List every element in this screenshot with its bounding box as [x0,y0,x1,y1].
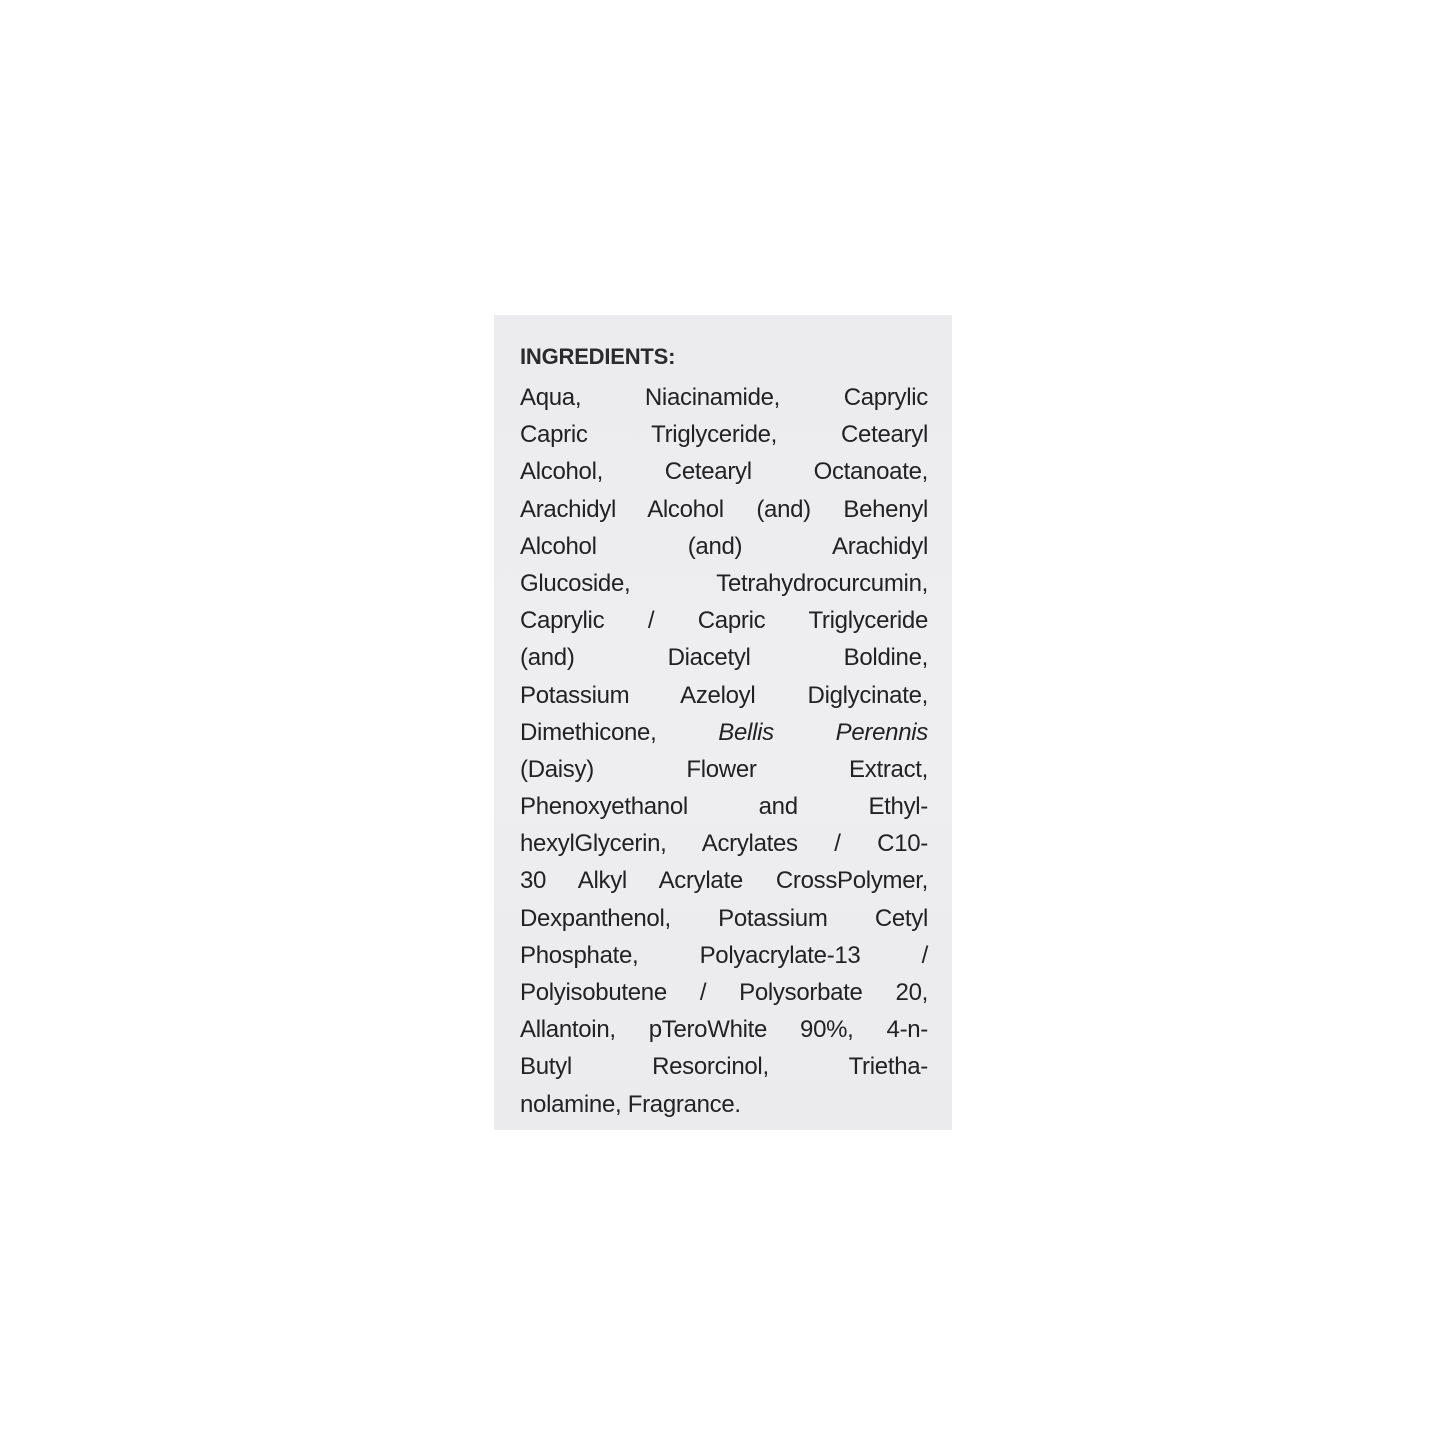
ingredient-line: Phenoxyethanol and Ethyl- [520,793,928,821]
ingredient-line: Dexpanthenol, Potassium Cetyl [520,904,928,932]
ingredient-line: Glucoside, Tetrahydrocurcumin, [520,569,928,597]
ingredient-line: Alcohol (and) Arachidyl [520,532,928,560]
ingredients-list [520,379,928,1123]
ingredient-line: Allantoin, pTeroWhite 90%, 4-n- [520,1016,928,1044]
ingredients-heading: INGREDIENTS: [520,344,676,369]
ingredient-line: Capric Triglyceride, Cetearyl [520,421,928,449]
ingredients-label [494,315,952,1130]
ingredient-bellis-perennis: Bellis Perennis [718,718,928,746]
ingredient-line [520,714,928,751]
ingredient-line: (and) Diacetyl Boldine, [520,644,928,672]
ingredient-line: Polyisobutene / Polysorbate 20, [520,979,928,1006]
ingredient-line: Butyl Resorcinol, Trietha- [520,1053,928,1081]
ingredient-dimethicone: Dimethicone, [520,718,657,746]
ingredient-line: (Daisy) Flower Extract, [520,755,928,783]
ingredient-line: Alcohol, Cetearyl Octanoate, [520,458,928,486]
ingredient-line: Aqua, Niacinamide, Caprylic [520,384,928,411]
ingredient-line: Phosphate, Polyacrylate-13 / [520,941,928,969]
ingredient-line: Potassium Azeloyl Diglycinate, [520,681,928,709]
ingredient-line: Arachidyl Alcohol (and) Behenyl [520,495,928,523]
ingredient-line: hexylGlycerin, Acrylates / C10- [520,830,928,858]
ingredient-line: Caprylic / Capric Triglyceride [520,607,928,635]
ingredient-line: nolamine, Fragrance. [520,1090,741,1118]
ingredient-line: 30 Alkyl Acrylate CrossPolymer, [520,867,928,895]
